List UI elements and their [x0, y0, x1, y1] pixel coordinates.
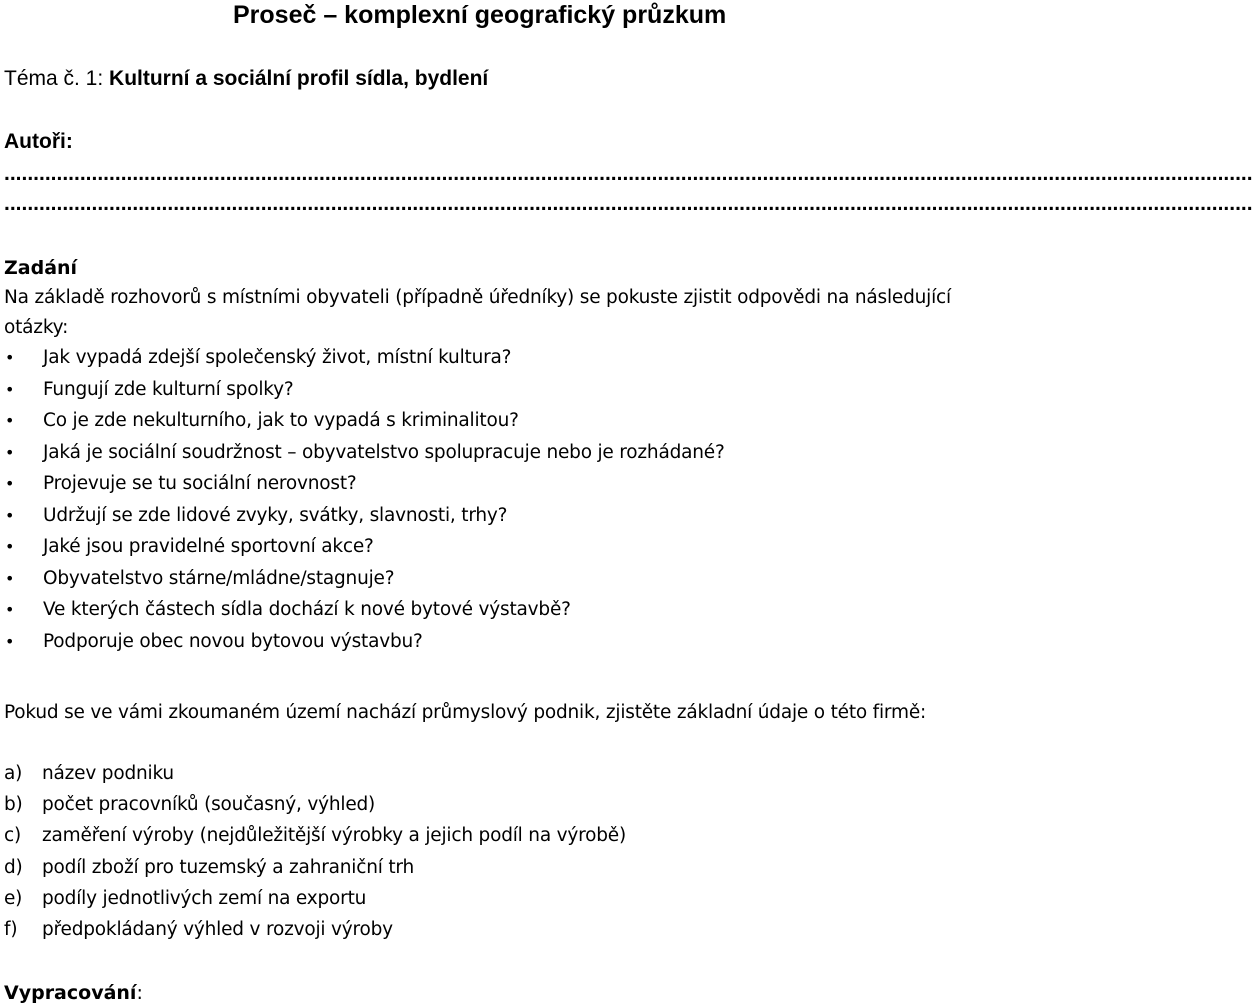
firm-item-marker: e)	[4, 887, 23, 909]
question-item	[0, 406, 725, 438]
firm-item-text: název podniku	[42, 763, 174, 784]
question-text: Jaká je sociální soudržnost – obyvatelstvo spolupracuje nebo je rozhádané?	[43, 441, 725, 463]
firm-item	[4, 853, 626, 884]
topic-prefix: Téma č. 1:	[4, 67, 110, 90]
zadani-intro: Na základě rozhovorů s místními obyvateli (případně úředníky) se pokuste zjistit odpovědi na následující otázky:	[4, 287, 951, 338]
firm-item	[4, 821, 626, 852]
question-item	[0, 469, 725, 501]
question-item	[0, 532, 725, 564]
document-title: Proseč – komplexní geografický průzkum	[233, 1, 727, 29]
bullet-icon: •	[5, 442, 15, 462]
bullet-icon: •	[5, 537, 15, 556]
firm-item	[4, 759, 626, 790]
firm-item	[4, 915, 626, 946]
question-text: Udržují se zde lidové zvyky, svátky, slavnosti, trhy?	[43, 504, 508, 526]
firm-item-text: předpokládaný výhled v rozvoji výroby	[42, 918, 393, 940]
firm-item-text: podíly jednotlivých zemí na exportu	[42, 887, 367, 909]
question-text: Projevuje se tu sociální nerovnost?	[43, 473, 357, 494]
question-item	[0, 375, 725, 407]
question-text: Podporuje obec novou bytovou výstavbu?	[43, 630, 423, 652]
authors-dotted-line-2: ......................................................................................................................................................................................................................	[4, 192, 1253, 215]
firm-item-marker: c)	[4, 825, 21, 847]
question-text: Obyvatelstvo stárne/mládne/stagnuje?	[43, 567, 395, 589]
firm-item-marker: f)	[4, 918, 18, 940]
firm-intro: Pokud se ve vámi zkoumaném území nachází průmyslový podnik, zjistěte základní údaje o této firmě:	[4, 702, 927, 723]
firm-item-list	[4, 759, 626, 946]
firm-item-marker: b)	[4, 794, 23, 816]
firm-item-text: zaměření výroby (nejdůležitější výrobky a jejich podíl na výrobě)	[42, 825, 627, 847]
firm-item-marker: a)	[4, 763, 23, 784]
vypracovani-colon: :	[136, 982, 143, 1004]
question-item	[0, 564, 725, 596]
question-item	[0, 627, 725, 659]
bullet-icon: •	[5, 379, 15, 399]
topic-text: Kulturní a sociální profil sídla, bydlení	[109, 67, 489, 90]
bullet-icon: •	[5, 631, 15, 651]
question-text: Jak vypadá zdejší společenský život, místní kultura?	[43, 347, 512, 368]
authors-dotted-line-1: ......................................................................................................................................................................................................................	[4, 162, 1253, 185]
bullet-icon: •	[5, 600, 15, 619]
firm-item	[4, 884, 626, 915]
bullet-icon: •	[5, 568, 15, 588]
authors-label: Autoři:	[4, 130, 73, 153]
zadani-heading: Zadání	[4, 257, 78, 279]
bullet-icon: •	[5, 505, 15, 525]
question-item	[0, 343, 725, 375]
question-item	[0, 501, 725, 533]
vypracovani-label: Vypracování	[4, 982, 137, 1004]
question-text: Co je zde nekulturního, jak to vypadá s kriminalitou?	[43, 410, 519, 431]
question-text: Fungují zde kulturní spolky?	[43, 378, 294, 400]
firm-item-text: počet pracovníků (současný, výhled)	[42, 794, 376, 816]
question-list	[0, 343, 725, 658]
bullet-icon: •	[5, 411, 15, 430]
firm-item-marker: d)	[4, 856, 23, 878]
question-item	[0, 595, 725, 627]
firm-item	[4, 790, 626, 821]
bullet-icon: •	[5, 348, 15, 367]
bullet-icon: •	[5, 474, 15, 493]
question-text: Jaké jsou pravidelné sportovní akce?	[43, 536, 374, 557]
vypracovani-heading	[4, 979, 143, 1007]
firm-item-text: podíl zboží pro tuzemský a zahraniční trh	[42, 856, 414, 878]
question-item	[0, 438, 725, 470]
question-text: Ve kterých částech sídla dochází k nové bytové výstavbě?	[43, 599, 571, 620]
topic-line	[4, 65, 488, 93]
